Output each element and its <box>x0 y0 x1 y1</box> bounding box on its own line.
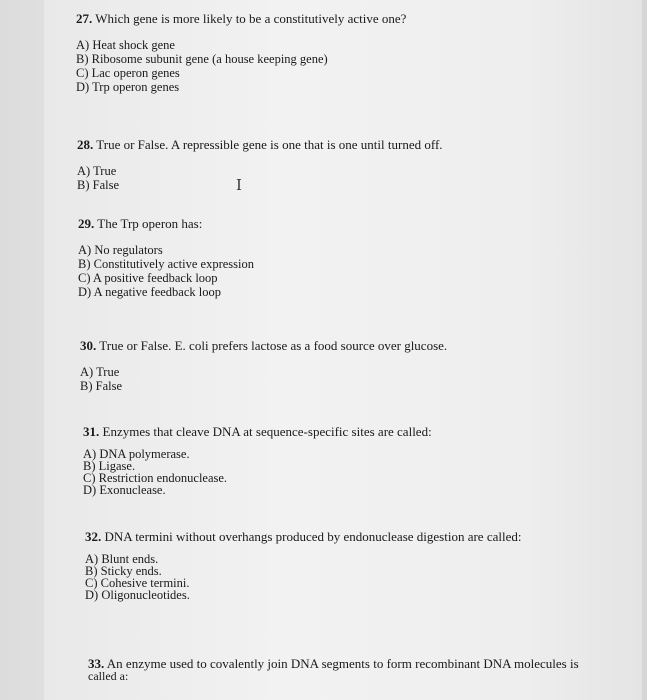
option-c: C) A positive feedback loop <box>78 271 218 285</box>
question-33 <box>88 657 647 682</box>
answer-options <box>83 448 643 496</box>
option-d: D) Oligonucleotides. <box>85 588 190 602</box>
option-c: C) Lac operon genes <box>76 66 180 80</box>
answer-options <box>85 553 645 601</box>
question-text: True or False. E. coli prefers lactose as a food source over glucose. <box>96 338 448 353</box>
option-d: D) Trp operon genes <box>76 80 180 94</box>
question-text: DNA termini without overhangs produced by endonuclease digestion are called: <box>101 529 522 544</box>
question-27 <box>76 11 636 94</box>
question-number: 27. <box>76 11 93 26</box>
option-b: B) False <box>80 379 123 393</box>
question-text: Which gene is more likely to be a constitutively active one? <box>92 11 407 26</box>
question-32 <box>85 529 645 601</box>
question-31 <box>83 424 643 496</box>
question-stem <box>80 338 640 354</box>
question-stem <box>78 216 638 232</box>
option-d: D) Exonuclease. <box>83 483 166 497</box>
question-30 <box>80 338 640 393</box>
text-cursor-icon: I <box>236 176 242 194</box>
question-text: The Trp operon has: <box>94 216 203 231</box>
question-number: 31. <box>83 424 100 439</box>
question-28 <box>77 137 637 192</box>
answer-options <box>76 38 636 94</box>
option-b: B) Constitutively active expression <box>78 257 255 271</box>
question-number: 30. <box>80 338 97 353</box>
question-stem <box>77 137 637 153</box>
answer-options <box>78 243 638 299</box>
option-c: C) Restriction endonuclease. <box>83 471 228 485</box>
question-number: 29. <box>78 216 95 231</box>
option-a: A) Heat shock gene <box>76 38 175 52</box>
question-text: Enzymes that cleave DNA at sequence-specific sites are called: <box>99 424 432 439</box>
answer-options <box>77 164 637 192</box>
question-continuation: called a: <box>88 669 129 683</box>
question-stem <box>83 424 643 440</box>
question-29 <box>78 216 638 299</box>
option-a: A) DNA polymerase. <box>83 447 190 461</box>
option-a: A) True <box>80 365 120 379</box>
option-c: C) Cohesive termini. <box>85 576 190 590</box>
option-b: B) False <box>77 178 120 192</box>
question-number: 32. <box>85 529 102 544</box>
question-stem <box>88 657 647 671</box>
option-b: B) Ribosome subunit gene (a house keeping gene) <box>76 52 328 66</box>
question-text: True or False. A repressible gene is one that is one until turned off. <box>93 137 443 152</box>
question-number: 28. <box>77 137 94 152</box>
option-b: B) Sticky ends. <box>85 564 162 578</box>
option-a: A) Blunt ends. <box>85 552 159 566</box>
question-text: An enzyme used to covalently join DNA segments to form recombinant DNA molecules is <box>104 656 579 671</box>
answer-options <box>80 365 640 393</box>
question-number: 33. <box>88 656 105 671</box>
question-stem <box>85 529 645 545</box>
option-d: D) A negative feedback loop <box>78 285 222 299</box>
option-a: A) No regulators <box>78 243 163 257</box>
option-a: A) True <box>77 164 117 178</box>
question-stem <box>76 11 636 27</box>
option-b: B) Ligase. <box>83 459 136 473</box>
